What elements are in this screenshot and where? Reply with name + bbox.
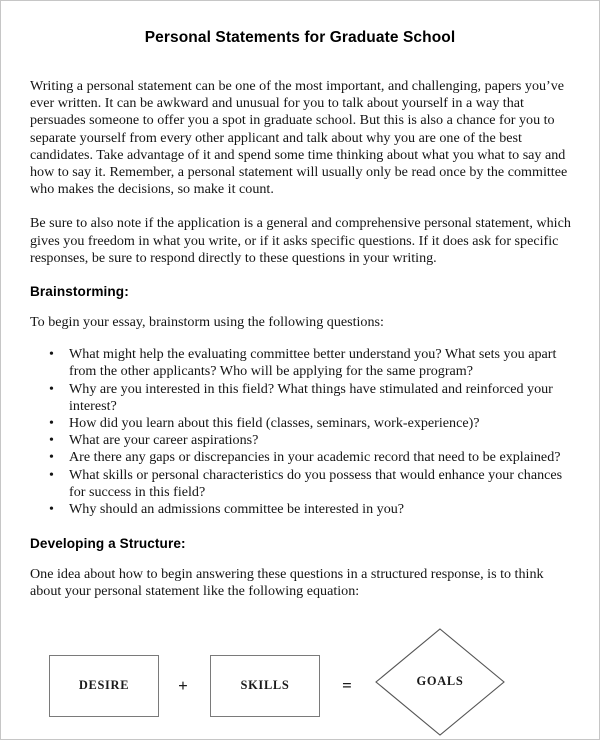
spacer: [30, 299, 577, 314]
spacer: [30, 47, 577, 78]
list-item: [30, 346, 577, 380]
equation-box-desire: DESIRE: [49, 655, 159, 717]
bullet-icon: •: [49, 415, 54, 432]
brainstorm-lead-in: To begin your essay, brainstorm using the following questions:: [30, 314, 384, 331]
list-item: [30, 501, 577, 518]
list-item: [30, 449, 577, 466]
intro-paragraph: Writing a personal statement can be one of the most important, and challenging, papers you’ve ever written. It can be awkward and unusual for you to talk about yourself in a way that persuades someone to offer you a spot in graduate school. But this is also a chance for you to separate yourself from every other applicant and talk about why you are one of the best candidates. Take advantage of it and spend some time thinking about what you what to say and how to say it. Remember, a personal statement will usually only be read once by the committee who makes the decisions, so make it count.: [30, 78, 568, 198]
list-item: [30, 415, 577, 432]
list-item-text: How did you learn about this field (classes, seminars, work-experience)?: [69, 415, 480, 432]
spacer: [30, 198, 577, 215]
bullet-icon: •: [49, 449, 54, 466]
heading-developing-a-structure: Developing a Structure:: [30, 536, 186, 552]
structure-lead-in: One idea about how to begin answering these questions in a structured response, is to think about your personal statement like the following equation:: [30, 566, 544, 600]
bullet-icon: •: [49, 466, 54, 483]
list-item-text: Why are you interested in this field? What things have stimulated and reinforced your interest?: [69, 380, 553, 414]
spacer: [30, 601, 577, 625]
spacer: [30, 518, 577, 536]
list-item: [30, 467, 577, 501]
equation-diamond-goals: [374, 627, 506, 737]
equation-diamond-label: GOALS: [416, 674, 464, 689]
list-item: [30, 432, 577, 449]
equation-box-skills: SKILLS: [210, 655, 320, 717]
equation-diagram: [30, 627, 577, 747]
bullet-icon: •: [49, 501, 54, 518]
spacer: [30, 267, 577, 284]
equals-operator-icon: =: [342, 675, 352, 695]
plus-operator-icon: +: [178, 675, 188, 695]
list-item-text: Are there any gaps or discrepancies in your academic record that need to be explained?: [69, 449, 561, 466]
list-item-text: Why should an admissions committee be interested in you?: [69, 501, 405, 518]
bullet-icon: •: [49, 380, 54, 397]
spacer: [30, 331, 577, 346]
bullet-icon: •: [49, 346, 54, 363]
application-note-paragraph: Be sure to also note if the application is a general and comprehensive personal statement, which gives you freedom in what you write, or if it asks specific questions. If it does ask for specific responses, be sure to respond directly to these questions in your writing.: [30, 215, 571, 266]
list-item-text: What skills or personal characteristics do you possess that would enhance your chances for success in this field?: [69, 466, 563, 500]
list-item-text: What are your career aspirations?: [69, 432, 259, 449]
list-item: [30, 381, 577, 415]
heading-brainstorming: Brainstorming:: [30, 284, 129, 300]
bullet-icon: •: [49, 432, 54, 449]
page-title: Personal Statements for Graduate School: [144, 29, 456, 46]
brainstorm-question-list: [30, 346, 577, 518]
spacer: [30, 551, 577, 566]
document-body: [1, 47, 599, 747]
list-item-text: What might help the evaluating committee better understand you? What sets you apart from the other applicants? Who will be applying for the same program?: [69, 346, 557, 380]
